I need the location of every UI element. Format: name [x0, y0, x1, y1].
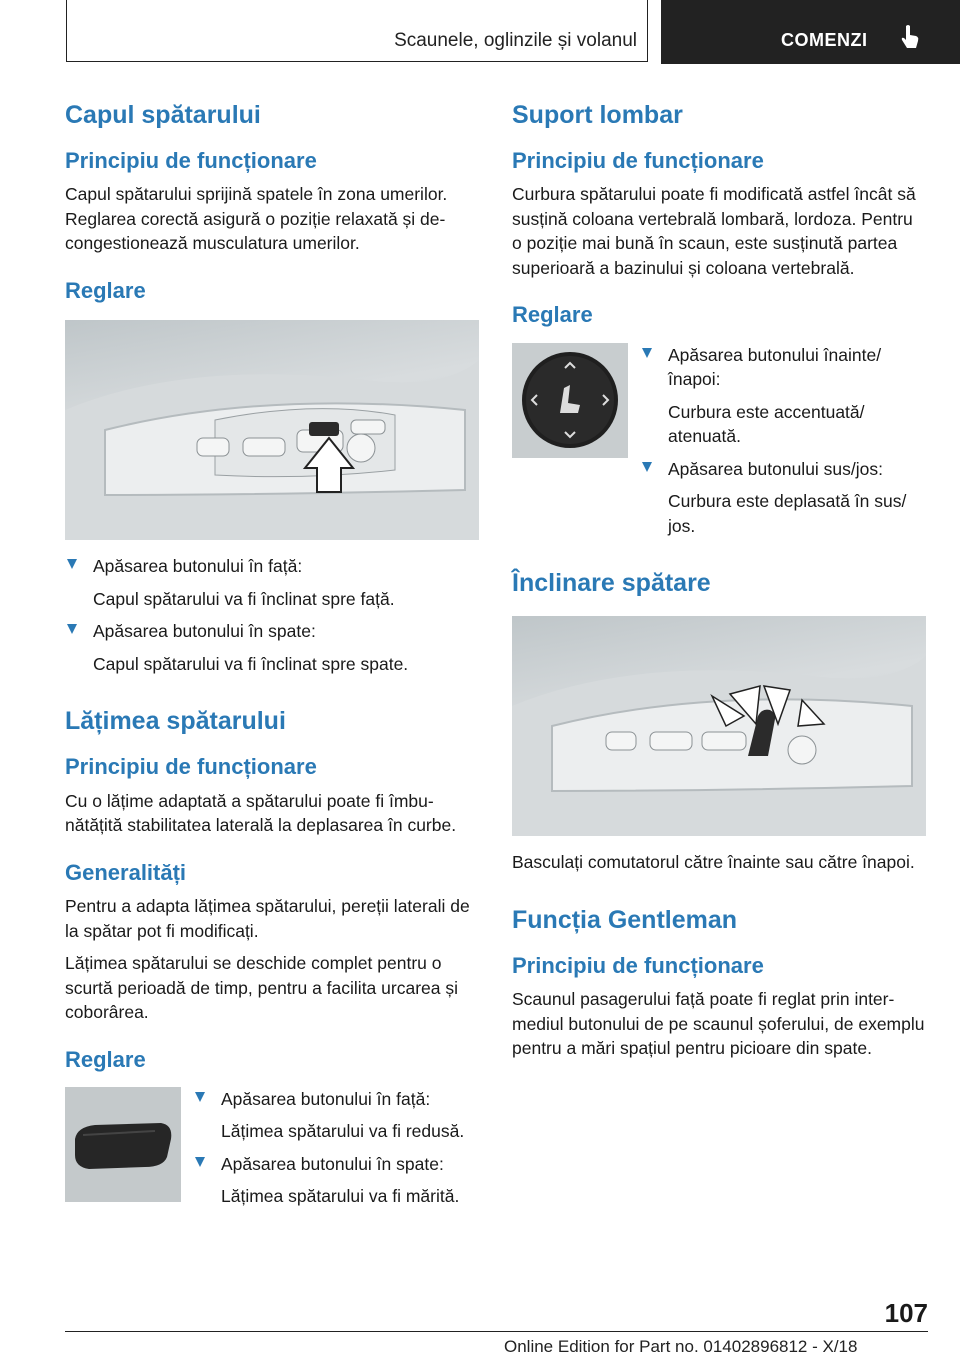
headrest-adjust-heading: Reglare	[65, 277, 146, 303]
footer-edition-text: Online Edition for Part no. 01402896812 - X/18	[504, 1337, 858, 1356]
list-item	[65, 554, 479, 611]
header-tab-comenzi[interactable]	[661, 0, 960, 64]
width-adjust-heading: Reglare	[65, 1046, 146, 1072]
headrest-bullet-list	[65, 554, 479, 676]
list-item	[640, 457, 926, 539]
general-text-1: Pentru a adapta lățimea spătarului, pereții laterali de la spătar pot fi modificați.	[65, 896, 470, 941]
header-section-box	[66, 0, 648, 62]
lumbar-principle-text: Curbura spătarului poate fi modificată astfel încât să susțină coloana vertebrală lombară, lordoza. Pentru o poziție mai bună în scaun, este susținută partea superioară a bazinului și coloana vertebrală.	[512, 184, 916, 278]
footer-divider	[65, 1331, 928, 1332]
recline-text: Basculați comutatorul către înainte sau către înapoi.	[512, 852, 915, 873]
width-principle-text: Cu o lățime adaptată a spătarului poate fi îmbunătățită stabilitatea laterală la deplasarea în curbe.	[65, 790, 457, 836]
header-section-title: Scaunele, oglinzile și volanul	[394, 30, 637, 51]
bullet-result: Lățimea spătarului va fi redusă.	[221, 1121, 465, 1142]
bullet-result: Lățimea spătarului va fi mărită.	[221, 1186, 460, 1207]
headrest-principle-text: Capul spătarului sprijină spatele în zona umerilor. Reglarea corectă asigură o poziție relaxată și decongestionează musculatura umerilor.	[65, 184, 448, 254]
lumbar-principle-heading: Principiu de funcționare	[512, 148, 764, 173]
list-item	[193, 1087, 479, 1144]
page-number: 107	[884, 1298, 928, 1328]
page-header	[66, 0, 960, 64]
general-text-2: Lățimea spătarului se deschide complet pentru o scurtă perioadă de timp, pentru a facilita urcarea și coborârea.	[65, 953, 458, 1023]
lumbar-controller-photo	[512, 343, 628, 458]
bullet-result: Capul spătarului va fi înclinat spre față.	[93, 588, 395, 609]
list-item	[65, 619, 479, 676]
bullet-result: Capul spătarului va fi înclinat spre spate.	[93, 653, 409, 674]
lumbar-adjust-heading: Reglare	[512, 302, 593, 328]
bullet-action: Apăsarea butonului în spate:	[221, 1153, 444, 1174]
bullet-action: Apăsarea butonului sus/jos:	[668, 458, 883, 479]
width-bullet-list	[193, 1087, 479, 1217]
headrest-principle-heading: Principiu de funcționare	[65, 148, 317, 173]
bullet-result: Curbura este accentuată/ atenuată.	[668, 401, 865, 447]
general-heading: Generalități	[65, 859, 187, 885]
headrest-heading: Capul spătarului	[65, 101, 261, 129]
seat-controls-headrest-photo	[65, 320, 479, 540]
gentleman-heading: Funcția Gentleman	[512, 905, 738, 934]
bullet-result: Curbura este deplasată în sus/ jos.	[668, 491, 907, 536]
recline-heading: Înclinare spătare	[512, 569, 711, 598]
width-button-photo	[65, 1087, 181, 1202]
gentleman-principle-heading: Principiu de funcționare	[512, 952, 764, 978]
header-tab-label: COMENZI	[781, 30, 868, 50]
right-column	[512, 100, 926, 1069]
left-column	[65, 100, 479, 1217]
bullet-action: Apăsarea butonului în față:	[221, 1088, 431, 1109]
list-item	[640, 343, 926, 449]
width-principle-heading: Principiu de funcționare	[65, 754, 317, 780]
hand-pointer-icon	[899, 24, 921, 55]
bullet-action: Apăsarea butonului înainte/ înapoi:	[668, 344, 882, 390]
bullet-action: Apăsarea butonului în față:	[93, 556, 303, 577]
seat-controls-recline-photo	[512, 616, 926, 836]
gentleman-text: Scaunul pasagerului față poate fi reglat prin intermediul butonului de pe scaunul șoferului, de exemplu pentru a mări spațiul pentru picioare din spate.	[512, 989, 925, 1059]
list-item	[193, 1152, 479, 1209]
lumbar-bullet-list	[640, 343, 926, 547]
lumbar-heading: Suport lombar	[512, 101, 683, 129]
width-heading: Lățimea spătarului	[65, 707, 286, 736]
bullet-action: Apăsarea butonului în spate:	[93, 621, 316, 642]
